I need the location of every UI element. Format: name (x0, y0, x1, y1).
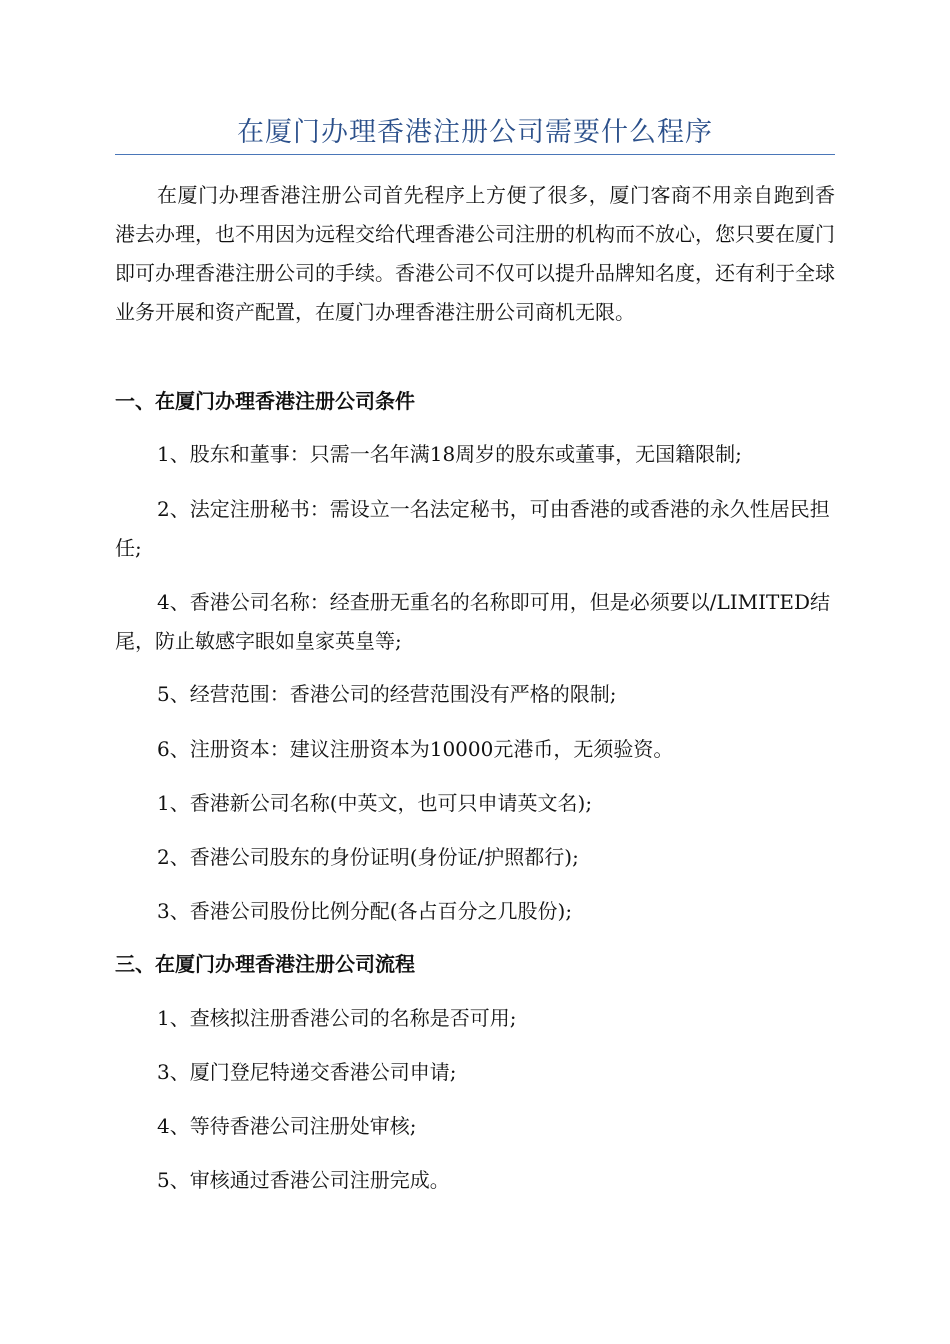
list-item: 4、香港公司名称：经查册无重名的名称即可用，但是必须要以/LIMITED结尾，防止敏感字眼如皇家英皇等; (115, 590, 830, 653)
document-title: 在厦门办理香港注册公司需要什么程序 (237, 117, 713, 148)
list-item: 2、香港公司股东的身份证明(身份证/护照都行); (157, 845, 579, 869)
list-item: 3、香港公司股份比例分配(各占百分之几股份); (157, 899, 573, 923)
section-heading-process: 三、在厦门办理香港注册公司流程 (115, 952, 415, 976)
list-item: 2、法定注册秘书：需设立一名法定秘书，可由香港的或香港的永久性居民担任; (115, 497, 830, 560)
list-item: 1、股东和董事：只需一名年满18周岁的股东或董事，无国籍限制; (157, 442, 742, 466)
list-item: 1、香港新公司名称(中英文，也可只申请英文名); (157, 791, 593, 815)
list-item: 1、查核拟注册香港公司的名称是否可用; (157, 1006, 517, 1030)
title-underline (115, 154, 835, 155)
list-item: 6、注册资本：建议注册资本为10000元港币，无须验资。 (157, 737, 674, 761)
list-item: 5、审核通过香港公司注册完成。 (157, 1168, 450, 1192)
list-item: 3、厦门登尼特递交香港公司申请; (157, 1060, 457, 1084)
section-heading-conditions: 一、在厦门办理香港注册公司条件 (115, 389, 415, 413)
list-item: 4、等待香港公司注册处审核; (157, 1114, 417, 1138)
intro-paragraph: 在厦门办理香港注册公司首先程序上方便了很多，厦门客商不用亲自跑到香港去办理，也不用因为远程交给代理香港公司注册的机构而不放心，您只要在厦门即可办理香港注册公司的手续。香港公司不仅可以提升品牌知名度，还有利于全球业务开展和资产配置，在厦门办理香港注册公司商机无限。 (115, 183, 835, 324)
list-item: 5、经营范围：香港公司的经营范围没有严格的限制; (157, 682, 617, 706)
